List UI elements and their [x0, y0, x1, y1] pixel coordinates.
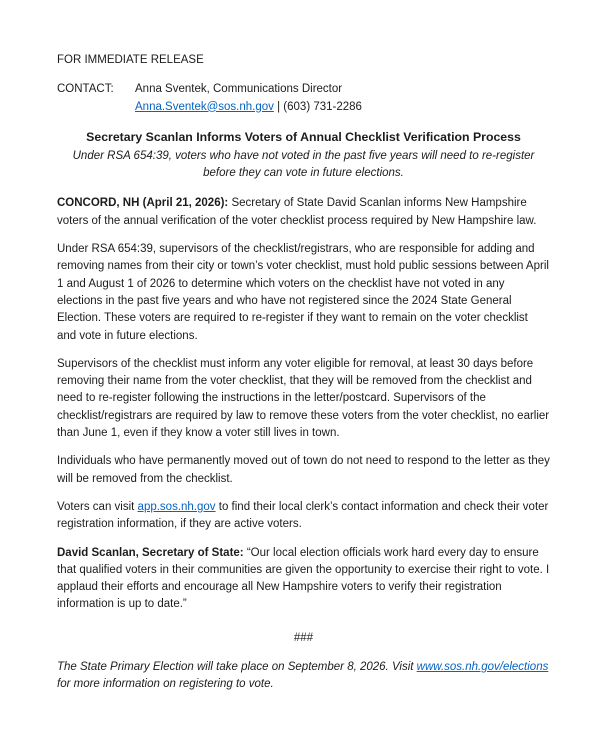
footer-post: for more information on registering to vote. — [57, 678, 274, 691]
paragraph-voter-lookup — [57, 499, 550, 534]
footer-note — [57, 659, 550, 694]
app-sos-nh-gov-link[interactable]: app.sos.nh.gov — [137, 500, 216, 513]
contact-details — [135, 81, 550, 116]
voter-lookup-pre: Voters can visit — [57, 500, 138, 513]
footer-pre: The State Primary Election will take place on September 8, 2026. Visit — [57, 661, 417, 674]
paragraph-supervisors-notice: Supervisors of the checklist must inform any voter eligible for removal, at least 30 days before removing their name from the voter checklist, that they will be removed from the checklist and need to re-register following the instructions in the letter/postcard. Supervisors of the checklist/registrars are required by law to remove these voters from the voter checklist, no earlier than June 1, even if they know a voter still lives in town. — [57, 357, 550, 440]
contact-phone: (603) 731-2286 — [283, 100, 362, 113]
dateline-lead: CONCORD, NH (April 21, 2026): — [57, 197, 229, 210]
paragraph-dateline — [57, 195, 550, 230]
headline-title: Secretary Scanlan Informs Voters of Annual Checklist Verification Process — [86, 129, 521, 144]
contact-email-link[interactable]: Anna.Sventek@sos.nh.gov — [135, 100, 274, 113]
contact-label: CONTACT: — [57, 83, 114, 96]
end-marker: ### — [293, 631, 314, 644]
headline-subtitle: Under RSA 654:39, voters who have not voted in the past five years will need to re-register before they can vote in future elections. — [72, 149, 535, 180]
paragraph-moved-out: Individuals who have permanently moved out of town do not need to respond to the letter as they will be removed from the checklist. — [57, 455, 550, 485]
contact-line-2 — [135, 99, 550, 116]
quote-text: “Our local election officials work hard every day to ensure that qualified voters in their communities are given the opportunity to exercise their right to vote. I applaud their efforts and encourage all New Hampshire voters to verify their registration information is up to date.” — [57, 546, 550, 611]
release-line: FOR IMMEDIATE RELEASE — [57, 54, 204, 66]
paragraph-rsa-sessions: Under RSA 654:39, supervisors of the checklist/registrars, who are responsible for adding and removing names from their city or town’s voter checklist, must hold public sessions between April 1 and August 1 of 2026 to determine which voters on the checklist have not voted in any elections in the past five years and who have not registered since the 2024 State General Election. These voters are required to re-register if they want to remain on the voter checklist and vote in future elections. — [57, 243, 549, 342]
dateline-text: Secretary of State David Scanlan informs New Hampshire voters of the annual verification of the voter checklist process required by New Hampshire law. — [57, 197, 537, 227]
voter-lookup-post: to find their local clerk’s contact information and check their voter registration information, if they are active voters. — [57, 500, 549, 531]
elections-website-link[interactable]: www.sos.nh.gov/elections — [416, 661, 549, 674]
contact-block — [57, 81, 550, 116]
contact-separator: | — [273, 100, 284, 113]
contact-name: Anna Sventek, Communications Director — [135, 83, 343, 96]
quote-lead: David Scanlan, Secretary of State: — [57, 546, 244, 559]
headline-block — [57, 128, 550, 183]
paragraph-secretary-quote — [57, 545, 550, 614]
